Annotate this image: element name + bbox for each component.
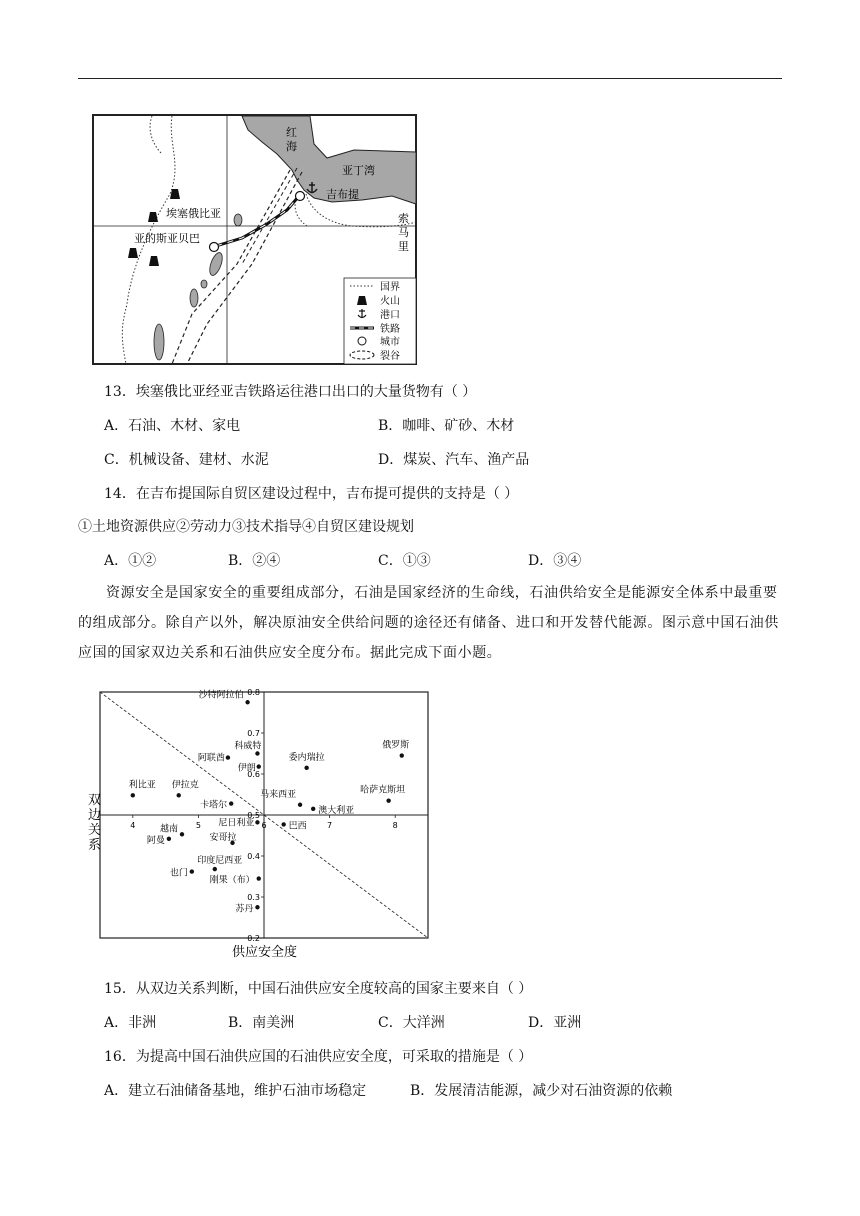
- oil-supply-scatter-chart: [84, 686, 438, 962]
- map-label-djibouti: 吉布提: [326, 188, 359, 201]
- passage: 资源安全是国家安全的重要组成部分，石油是国家经济的生命线，石油供给安全是能源安全体系中最重要的组成部分。除自产以外，解决原油安全供给问题的途径还有储备、进口和开发替代能源。图示意中国石油供应国的国家双边关系和石油供应安全度分布。据此完成下面小题。: [78, 585, 779, 661]
- q15-option-b[interactable]: B．南美洲: [228, 1015, 295, 1031]
- data-point-label: 沙特阿拉伯: [198, 690, 244, 701]
- data-point-label: 阿曼: [146, 835, 165, 846]
- q13-stem: 13．埃塞俄比亚经亚吉铁路运往港口出口的大量货物有（ ）: [104, 384, 477, 400]
- data-point-label: 巴西: [288, 821, 307, 832]
- y-tick-label: 0.6: [247, 770, 260, 779]
- data-point: [255, 820, 259, 824]
- ethiopia-djibouti-map: [92, 114, 418, 366]
- q13-option-c[interactable]: C．机械设备、建材、水泥: [104, 452, 269, 468]
- q13-option-d[interactable]: D．煤炭、汽车、渔产品: [378, 452, 530, 468]
- q13-option-a[interactable]: A．石油、木材、家电: [104, 418, 241, 434]
- data-point: [167, 837, 171, 841]
- x-tick-label: 4: [130, 821, 136, 830]
- map-legend: [344, 278, 416, 364]
- y-tick-label: 0.8: [247, 688, 260, 697]
- data-point: [180, 832, 184, 836]
- x-tick-label: 5: [195, 821, 201, 830]
- data-point-label: 俄罗斯: [382, 740, 410, 751]
- data-point: [386, 798, 390, 802]
- data-point: [298, 803, 302, 807]
- data-point-label: 印度尼西亚: [197, 856, 243, 867]
- data-point-label: 刚果（布）: [209, 875, 255, 886]
- legend-city: 城市: [380, 337, 400, 348]
- map-label-red-sea-1: 红: [286, 126, 297, 139]
- data-point: [229, 801, 233, 805]
- map-label-addis-ababa: 亚的斯亚贝巴: [134, 232, 200, 245]
- data-point: [257, 876, 261, 880]
- x-tick-label: 6: [261, 821, 267, 830]
- x-tick-label: 7: [327, 821, 333, 830]
- data-point-label: 委内瑞拉: [288, 752, 325, 763]
- header-rule: [78, 78, 782, 79]
- legend-border: 国界: [380, 282, 400, 293]
- data-point-label: 哈萨克斯坦: [360, 785, 406, 796]
- legend-volcano: 火山: [380, 296, 400, 307]
- y-axis-label-char: 边: [88, 808, 102, 823]
- y-axis-label-char: 关: [88, 823, 102, 838]
- q14-option-b[interactable]: B．②④: [228, 553, 281, 569]
- data-point-label: 也门: [169, 868, 188, 879]
- q16-option-a[interactable]: A．建立石油储备基地，维护石油市场稳定: [104, 1083, 367, 1099]
- y-tick-label: 0.2: [247, 934, 260, 943]
- y-tick-label: 0.7: [247, 729, 260, 738]
- y-axis-label-char: 双: [88, 793, 102, 808]
- map-label-somalia-2: 马: [398, 226, 409, 239]
- data-point-label: 伊朗: [237, 763, 256, 774]
- q13-option-b[interactable]: B．咖啡、矿砂、木材: [378, 418, 515, 434]
- q14-option-a[interactable]: A．①②: [104, 553, 157, 569]
- data-point-label: 伊拉克: [171, 780, 199, 791]
- data-point: [255, 751, 259, 755]
- legend-rift: 裂谷: [380, 351, 400, 362]
- data-point: [257, 764, 261, 768]
- y-tick-label: 0.3: [247, 893, 260, 902]
- q15-option-c[interactable]: C．大洋洲: [378, 1015, 445, 1031]
- data-point-label: 澳大利亚: [318, 805, 355, 816]
- y-axis-label-char: 系: [88, 838, 102, 853]
- q15-stem: 15．从双边关系判断，中国石油供应安全度较高的国家主要来自（ ）: [104, 981, 533, 997]
- data-point: [213, 867, 217, 871]
- data-point-label: 卡塔尔: [200, 800, 228, 811]
- data-point-label: 苏丹: [235, 904, 254, 915]
- data-point: [311, 807, 315, 811]
- x-tick-label: 8: [392, 821, 398, 830]
- map-label-somalia-3: 里: [398, 240, 409, 253]
- map-label-somalia-1: 索: [398, 212, 409, 225]
- data-point-label: 尼日利亚: [218, 818, 255, 829]
- data-point: [226, 755, 230, 759]
- data-point: [131, 793, 135, 797]
- data-point-label: 利比亚: [128, 780, 156, 791]
- q15-option-a[interactable]: A．非洲: [104, 1015, 157, 1031]
- data-point-label: 马来西亚: [260, 789, 297, 800]
- data-point-label: 科威特: [234, 741, 262, 752]
- data-point: [400, 753, 404, 757]
- q14-stem: 14．在吉布提国际自贸区建设过程中，吉布提可提供的支持是（ ）: [104, 486, 519, 502]
- q14-sub: ①土地资源供应②劳动力③技术指导④自贸区建设规划: [78, 519, 414, 535]
- map-label-ethiopia: 埃塞俄比亚: [166, 207, 221, 220]
- map-label-gulf-of-aden: 亚丁湾: [342, 164, 375, 177]
- q14-option-c[interactable]: C．①③: [378, 553, 431, 569]
- x-axis-label: 供应安全度: [232, 945, 298, 960]
- data-point-label: 越南: [159, 824, 178, 835]
- y-tick-label: 0.5: [247, 811, 260, 820]
- y-tick-label: 0.4: [247, 852, 260, 861]
- q16-stem: 16．为提高中国石油供应国的石油供应安全度，可采取的措施是（ ）: [104, 1049, 533, 1065]
- data-point: [255, 905, 259, 909]
- legend-port: 港口: [380, 310, 400, 321]
- data-point: [177, 793, 181, 797]
- data-point: [304, 766, 308, 770]
- map-label-red-sea-2: 海: [286, 140, 297, 153]
- data-point-label: 阿联酋: [197, 753, 225, 764]
- data-point: [190, 869, 194, 873]
- legend-railway: 铁路: [380, 324, 400, 335]
- q15-option-d[interactable]: D．亚洲: [528, 1015, 582, 1031]
- data-point: [281, 822, 285, 826]
- q16-option-b[interactable]: B．发展清洁能源，减少对石油资源的依赖: [410, 1083, 673, 1099]
- data-point-label: 安哥拉: [209, 832, 237, 843]
- q14-option-d[interactable]: D．③④: [528, 553, 582, 569]
- data-point: [245, 700, 249, 704]
